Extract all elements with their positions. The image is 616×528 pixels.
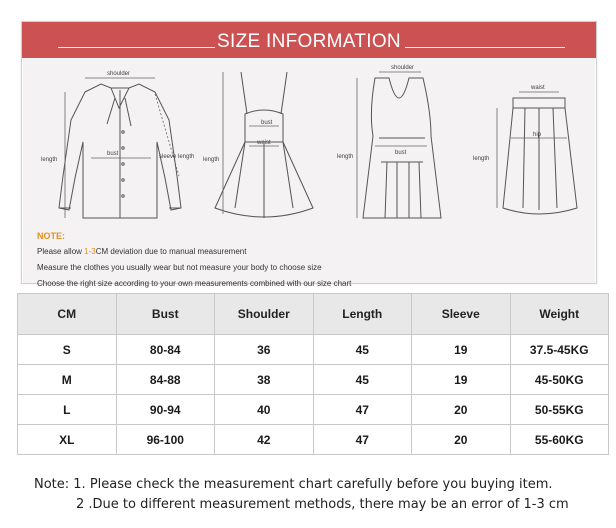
table-row — [18, 425, 609, 455]
header-length: Length — [313, 294, 412, 335]
note-line-1-start: Please allow — [37, 247, 85, 256]
length-label: length — [473, 156, 490, 162]
length-label: length — [337, 154, 354, 160]
footer-note-line-2: 2 .Due to different measurement methods, there may be an error of 1-3 cm — [76, 497, 569, 512]
bust-label: bust — [395, 150, 407, 156]
size-table — [17, 293, 609, 455]
sketch-panel — [23, 58, 595, 288]
bust-label: bust — [107, 151, 119, 157]
cell-bust: 96-100 — [116, 425, 215, 455]
cell-bust: 84-88 — [116, 365, 215, 395]
length-label: length — [41, 157, 58, 163]
header-bust: Bust — [116, 294, 215, 335]
cell-sleeve: 20 — [412, 395, 511, 425]
cell-bust: 80-84 — [116, 335, 215, 365]
footer-note-line-1: Note: 1. Please check the measurement chart carefully before you buying item. — [34, 477, 553, 492]
table-row — [18, 395, 609, 425]
cell-size: M — [18, 365, 117, 395]
waist-label: waist — [531, 85, 545, 91]
note-line-1 — [37, 244, 351, 260]
cell-weight: 50-55KG — [510, 395, 609, 425]
note-line-1-highlight: 1-3 — [84, 247, 96, 256]
cell-length: 45 — [313, 335, 412, 365]
cell-weight: 45-50KG — [510, 365, 609, 395]
measurement-notes — [37, 228, 351, 292]
sleeve-length-label: sleeve length — [159, 154, 195, 160]
cell-shoulder: 40 — [215, 395, 314, 425]
size-information-banner — [21, 21, 597, 288]
banner-title: SIZE INFORMATION — [217, 31, 401, 52]
cell-sleeve: 20 — [412, 425, 511, 455]
cell-shoulder: 36 — [215, 335, 314, 365]
cell-length: 47 — [313, 425, 412, 455]
note-line-1-end: CM deviation due to manual measurement — [95, 247, 247, 256]
size-table-header-row — [18, 294, 609, 335]
shoulder-label: shoulder — [391, 65, 415, 71]
note-title: NOTE: — [37, 231, 65, 241]
cell-weight: 37.5-45KG — [510, 335, 609, 365]
waist-label: waist — [257, 140, 271, 146]
cell-size: S — [18, 335, 117, 365]
table-row — [18, 335, 609, 365]
cell-size: XL — [18, 425, 117, 455]
shoulder-label: shoulder — [107, 71, 131, 77]
note-line-3: Choose the right size according to your own measurements combined with our size chart — [37, 279, 352, 288]
shirt-sketch-illustration — [37, 58, 197, 228]
cell-size: L — [18, 395, 117, 425]
cell-bust: 90-94 — [116, 395, 215, 425]
dress-sketch-illustration — [201, 58, 331, 228]
cell-shoulder: 42 — [215, 425, 314, 455]
skirt-sketch-illustration — [467, 58, 587, 228]
header-cm: CM — [18, 294, 117, 335]
cell-sleeve: 19 — [412, 365, 511, 395]
cell-length: 45 — [313, 365, 412, 395]
cell-sleeve: 19 — [412, 335, 511, 365]
cell-shoulder: 38 — [215, 365, 314, 395]
hip-label: hip — [533, 132, 542, 138]
header-sleeve: Sleeve — [412, 294, 511, 335]
banner-header — [22, 22, 596, 58]
length-label: length — [203, 157, 220, 163]
header-shoulder: Shoulder — [215, 294, 314, 335]
cell-length: 47 — [313, 395, 412, 425]
cell-weight: 55-60KG — [510, 425, 609, 455]
table-row — [18, 365, 609, 395]
note-line-2: Measure the clothes you usually wear but not measure your body to choose size — [37, 263, 322, 272]
camisole-sketch-illustration — [335, 58, 465, 228]
footer-notes — [34, 475, 569, 515]
header-weight: Weight — [510, 294, 609, 335]
bust-label: bust — [261, 120, 273, 126]
